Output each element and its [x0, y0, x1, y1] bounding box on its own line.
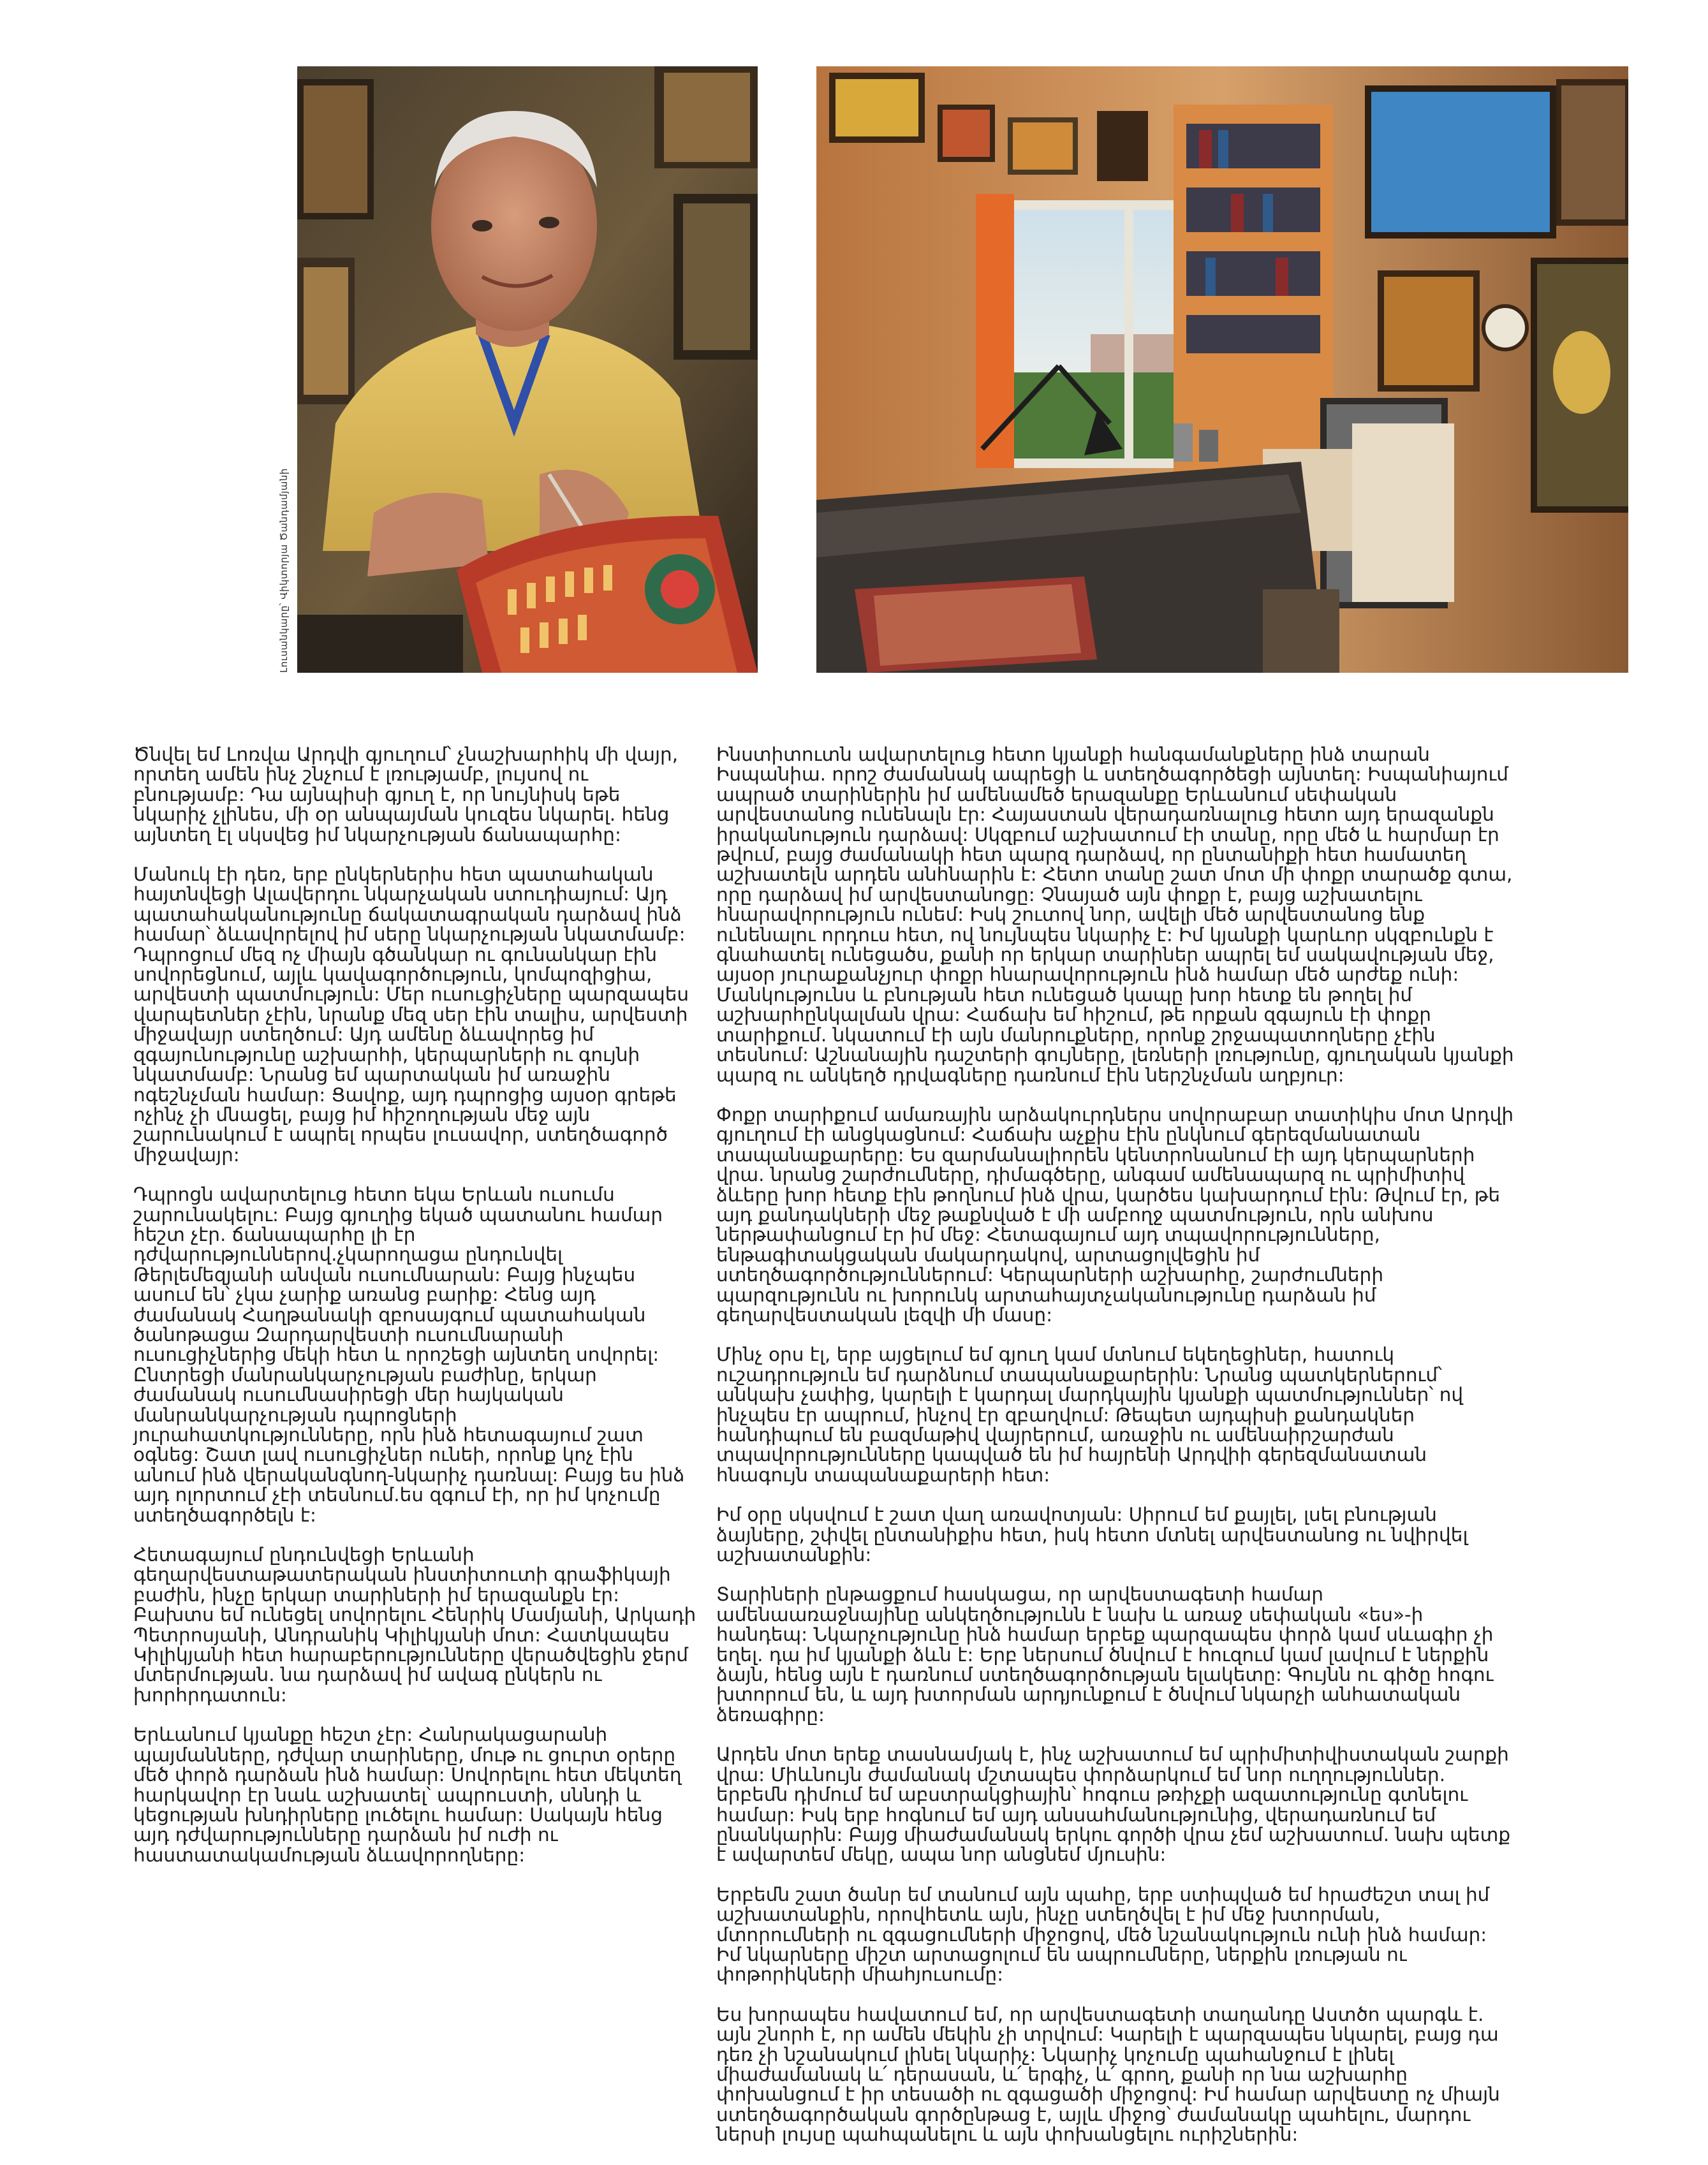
studio-interior-image — [816, 66, 1628, 673]
artist-portrait-photo — [297, 66, 758, 673]
paragraph: Ես խորապես հավատում եմ, որ արվեստագետի տաղանդը Աստծո պարգև է. այն շնորհ է, որ ամեն մեկին չի տրվում: Կարելի է պարզապես նկարել, բայց դա դեռ չի նշանակում լինել նկարիչ: Նկարիչ կոչումը պահանջում է լինել միաժամանակ և՛ դերասան, և՛ երգիչ, և՛ գրող, քանի որ նա աշխարհը փոխանցում է իր տեսածի ու զգացածի միջոցով: Իմ համար արվեստը ոչ միայն ստեղծագործական գործընթաց է, այլև միջոց՝ ժամանակը պահելու, մարդու ներսի լույսը պահպանելու և այն փոխանցելու ուրիշներին: — [716, 2003, 1500, 2146]
photo-credit: Լուսանկարը՝ Վիկտորյա Ծանդամյանի — [278, 468, 290, 673]
paragraph: Երբեմն շատ ծանր եմ տանում այն պահը, երբ ստիպված եմ հրաժեշտ տալ իմ աշխատանքին, որովհետև այն, ինչը ստեղծվել է իմ մեջ խտորման, մտորումների ու զգացումների միջոցով, մեծ նշանակություն ունի ինձ համար: Իմ նկարները միշտ արտացոլում են ապրումները, ներքին լռության ու փոթորիկների միահյուսումը: — [716, 1883, 1490, 1986]
paragraph: Իմ օրը սկսվում է շատ վաղ առավոտյան: Սիրում եմ քայլել, լսել բնության ձայները, շփվել ընտանիքիս հետ, իսկ հետո մտնել արվեստանոց ու նվիրվել աշխատանքին: — [716, 1504, 1468, 1566]
paragraph: Դպրոցն ավարտելուց հետո եկա Երևան ուսումս շարունակելու: Բայց գյուղից եկած պատանու համար հեշտ չէր. ճանապարհը լի էր դժվարություններով.չկարողացա ընդունվել Թերլեմեզյանի անվան ուսումնարան: Բայց ինչպես ասում են՝ չկա չարիք առանց բարիք: Հենց այդ ժամանակ Հաղթանակի զբոսայգում պատահական ծանոթացա Զարդարվեստի ուսումնարանի ուսուցիչներից մեկի հետ և որոշեցի այնտեղ սովորել: Ընտրեցի մանրանկարչության բաժինը, երկար ժամանակ ուսումնասիրեցի մեր հայկական մանրանկարչության դպրոցների յուրահատկությունները, որն ինձ հետագայում շատ օգնեց: Շատ լավ ուսուցիչներ ունեի, որոնք կոչ էին անում ինձ վերականգնող-նկարիչ դառնալ: Բայց ես ինձ այդ ոլորտում չէի տեսնում.ես զգում էի, որ իմ կոչումը ստեղծագործելն է: — [133, 1184, 685, 1526]
paragraph: Փոքր տարիքում ամառային արձակուրդներս սովորաբար տատիկիս մոտ Արդվի գյուղում էի անցկացնում: Հաճախ աչքիս էին ընկնում գերեզմանատան տապանաքարերը: Ես զարմանալիորեն կենտրոնանում էի այդ կերպարների վրա. նրանց շարժումները, դիմագծերը, անգամ ամենապարզ ու պրիմիտիվ ձևերը խոր հետք էին թողնում ինձ վրա, կարծես կախարդում էին: Թվում էր, թե այդ քանդակների մեջ թաքնված է մի ամբողջ պատմություն, որն անխոս ներթափանցում էր իմ մեջ: Հետագայում այդ տպավորությունները, ենթագիտակցական մակարդակով, արտացոլվեցին իմ ստեղծագործություններում: Կերպարների աշխարհը, շարժումների պարզությունն ու խորունկ արտահայտչականությունը դարձան իմ գեղարվեստական լեզվի մի մասը: — [716, 1103, 1514, 1326]
article-left-column — [133, 745, 698, 1885]
studio-interior-photo — [816, 66, 1628, 673]
paragraph: Ծնվել եմ Լոռվա Արդվի գյուղում՝ չնաշխարհիկ մի վայր, որտեղ ամեն ինչ շնչում է լռությամբ, լույսով ու բնությամբ: Դա այնպիսի գյուղ է, որ նույնիսկ եթե նկարիչ չլինես, մի օր անպայման կուզես նկարել. հենց այնտեղ էլ սկսվեց իմ նկարչության ճանապարհը: — [133, 744, 679, 846]
paragraph: Մանուկ էի դեռ, երբ ընկերներիս հետ պատահական հայտնվեցի Ալավերդու նկարչական ստուդիայում: Այդ պատահականությունը ճակատագրական դարձավ ինձ համար՝ ձևավորելով իմ սերը նկարչության նկատմամբ: Դպրոցում մեզ ոչ միայն գծանկար ու գունանկար էին սովորեցնում, այլև կավագործություն, կոմպոզիցիա, արվեստի պատմություն: Մեր ուսուցիչները պարզապես վարպետներ չէին, նրանք մեզ սեր էին տալիս, արվեստի միջավայր ստեղծում: Այդ ամենը ձևավորեց իմ զգայունությունը աշխարհի, կերպարների ու գույնի նկատմամբ: Նրանց եմ պարտական իմ առաջին ոգեշնչման համար: Ցավոք, այդ դպրոցից այսօր գրեթե ոչինչ չի մնացել, բայց իմ հիշողության մեջ այն շարունակում է ապրել որպես լուսավոր, ստեղծագործ միջավայր: — [133, 863, 689, 1166]
paragraph: Հետագայում ընդունվեցի Երևանի գեղարվեստաթատերական ինստիտուտի գրաֆիկայի բաժին, ինչը երկար տարիների իմ երազանքն էր: Բախտս եմ ունեցել սովորելու Հենրիկ Մամյանի, Արկադի Պետրոսյանի, Անդրանիկ Կիլիկյանի մոտ: Հատկապես Կիլիկյանի հետ հարաբերությունները վերածվեցին ջերմ մտերմության. նա դարձավ իմ ավագ ընկերն ու խորհրդատուն: — [133, 1544, 696, 1706]
paragraph: Ինստիտուտն ավարտելուց հետո կյանքի հանգամանքները ինձ տարան Իսպանիա. որոշ ժամանակ ապրեցի և ստեղծագործեցի այնտեղ: Իսպանիայում ապրած տարիներին իմ ամենամեծ երազանքը Երևանում սեփական արվեստանոց ունենալն էր: Հայաստան վերադառնալուց հետո այդ երազանքն իրականություն դարձավ: Սկզբում աշխատում էի տանը, որը մեծ և հարմար էր թվում, բայց ժամանակի հետ պարզ դարձավ, որ ընտանիքի հետ համատեղ աշխատելն արդեն անհնարին է: Հետո տանը շատ մոտ մի փոքր տարածք գտա, որը դարձավ իմ արվեստանոցը: Չնայած այն փոքր է, բայց աշխատելու հնարավորություն ունեմ: Իսկ շուտով նոր, ավելի մեծ արվեստանոց ենք ունենալու որդուս հետ, ով նույնպես նկարիչ է: Իմ կյանքի կարևոր սկզբունքն է գնահատել ունեցածս, քանի որ երկար տարիներ ապրել եմ սակավության մեջ, այսօր յուրաքանչյուր փոքր հնարավորություն ինձ համար մեծ արժեք ունի: Մանկությունս և բնության հետ ունեցած կապը խոր հետք են թողել իմ աշխարհընկալման վրա: Հաճախ եմ հիշում, թե որքան զգայուն էի փոքր տարիքում. նկատում էի այն մանրուքները, որոնք շրջապատողները չէին տեսնում: Աշնանային դաշտերի գույները, լեռների լռությունը, գյուղական կյանքի պարզ ու անկեղծ դրվագները դառնում էին ներշնչման աղբյուր: — [716, 744, 1514, 1086]
paragraph: Մինչ օրս էլ, երբ այցելում եմ գյուղ կամ մտնում եկեղեցիներ, հատուկ ուշադրություն եմ դարձնում տապանաքարերին: Նրանց պատկերներում՝ անկախ չափից, կարելի է կարդալ մարդկային կյանքի պատմություններ՝ ով ինչպես էր ապրում, ինչով էր զբաղվում: Թեպետ այդպիսի քանդակներ հանդիպում են բազմաթիվ վայրերում, առաջին ու ամենաիրշարժան տպավորությունները կապված են իմ հայրենի Արդվիի գերեզմանատան հնագույն տապանաքարերի հետ: — [716, 1344, 1464, 1486]
article-right-column — [716, 745, 1515, 2165]
paragraph: Արդեն մոտ երեք տասնամյակ է, ինչ աշխատում եմ պրիմիտիվիստական շարքի վրա: Միևնույն ժամանակ մշտապես փորձարկում եմ նոր ուղղություններ. երբեմն դիմում եմ աբստրակցիային՝ հոգուս թռիչքի ազատությունը գտնելու համար: Իսկ երբ հոգնում եմ այդ անսահմանությունից, վերադառնում եմ ընանկարին: Բայց միաժամանակ երկու գործի վրա չեմ աշխատում. նախ պետք է ավարտեմ մեկը, ապա նոր անցնեմ մյուսին: — [716, 1743, 1511, 1866]
artist-portrait-image — [297, 66, 758, 673]
paragraph: Տարիների ընթացքում հասկացա, որ արվեստագետի համար ամենաառաջնայինը անկեղծությունն է նախ և առաջ սեփական «ես»-ի հանդեպ: Նկարչությունը ինձ համար երբեք պարզապես փորձ կամ սևագիր չի եղել. դա իմ կյանքի ձևն է: Երբ ներսում ծնվում է հուզում կամ լավում է ներքին ձայն, հենց այն է դառնում ստեղծագործության ելակետը: Գույնն ու գիծը հոգու խտորում են, և այդ խտորման արդյունքում է ծնվում նկարչի անհատական ձեռագիրը: — [716, 1583, 1494, 1726]
paragraph: Երևանում կյանքը հեշտ չէր: Հանրակացարանի պայմանները, դժվար տարիները, մութ ու ցուրտ օրերը մեծ փորձ դարձան ինձ համար: Սովորելու հետ մեկտեղ հարկավոր էր նաև աշխատել՝ ապրուստի, սննդի և կեցության խնդիրները լուծելու համար: Սակայն հենց այդ դժվարությունները դարձան իմ ուժի ու հաստատակամության ձևավորողները: — [133, 1724, 682, 1866]
